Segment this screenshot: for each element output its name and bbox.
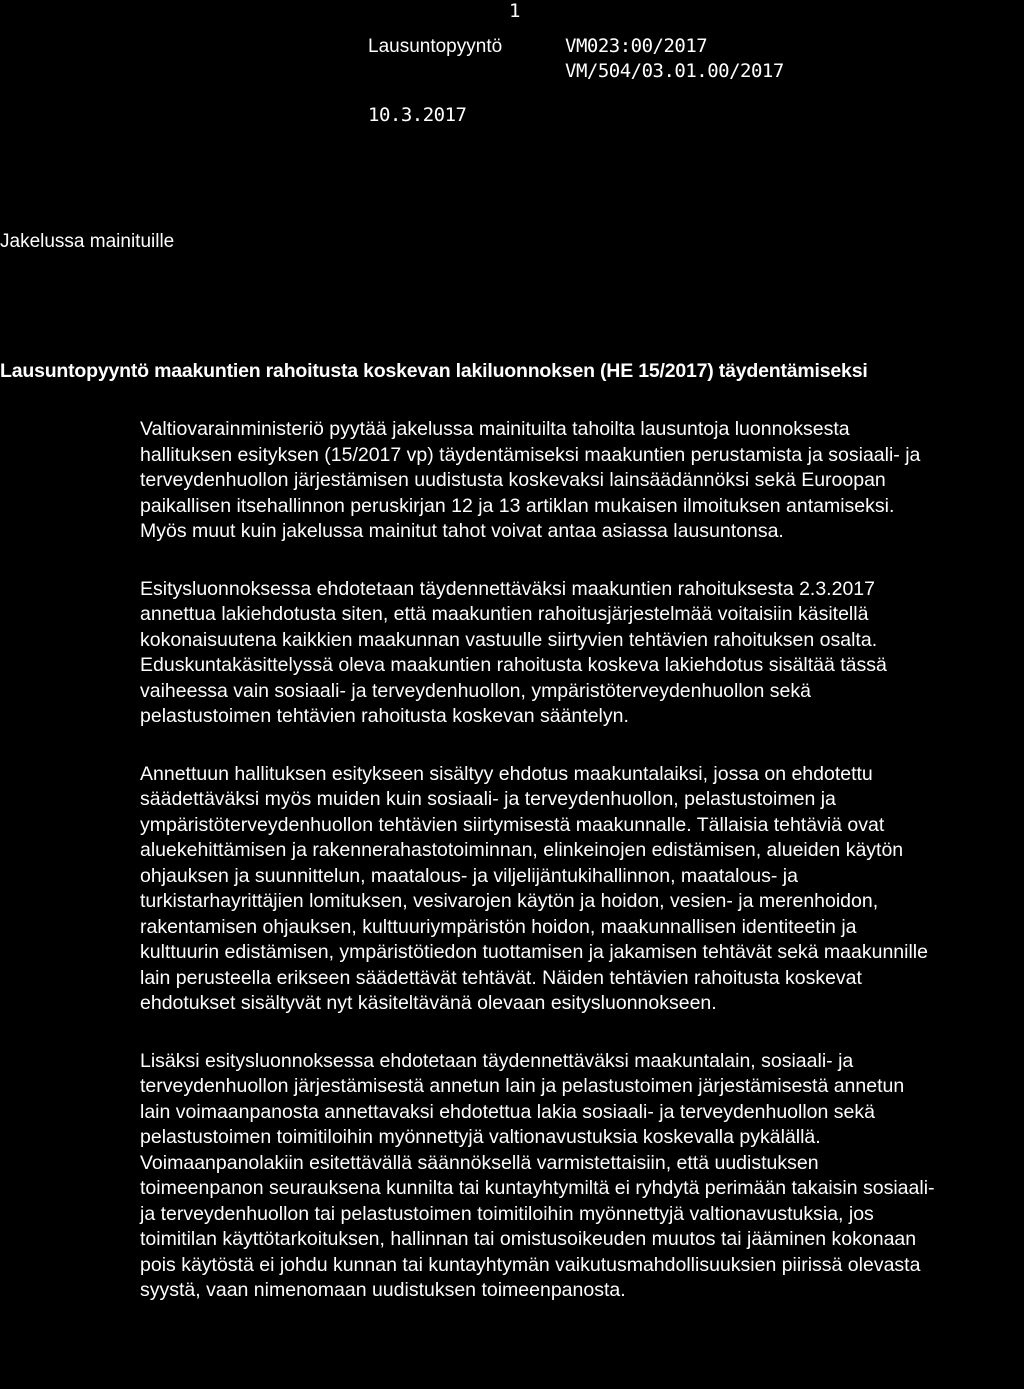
reference-numbers xyxy=(565,34,784,84)
paragraph-line: annettua lakiehdotusta siten, että maakuntien rahoitusjärjestelmää voitaisiin käsitellä xyxy=(140,603,869,625)
paragraph-line: hallituksen esityksen (15/2017 vp) täydentämiseksi maakuntien perustamista ja sosiaali- ja xyxy=(140,443,921,466)
paragraph-line: paikallisen itsehallinnon peruskirjan 12 ja 13 artiklan mukaisen ilmoituksen antamiseksi. xyxy=(140,494,895,517)
paragraph-line: ja terveydenhuollon tai pelastustoimen toimitiloihin myönnettyjä valtionavustuksia, jos xyxy=(140,1202,874,1225)
paragraph-line: kokonaisuutena kaikkien maakunnan vastuulle siirtyvien tehtävien rahoituksen osalta. xyxy=(140,628,878,651)
paragraph-line: toimeenpanon seurauksena kunnilta tai kuntayhtymiltä ei ryhdytä perimään takaisin sosiaali- xyxy=(140,1177,935,1199)
paragraph-line: ohjauksen ja suunnittelun, maatalous- ja viljelijäntukihallinnon, maatalous- ja xyxy=(140,864,798,887)
paragraph-line: lain voimaanpanosta annettavaksi ehdotettua lakia sosiaali- ja terveydenhuollon sekä xyxy=(140,1100,875,1123)
paragraph-4 xyxy=(140,1049,1024,1304)
paragraph-line: vaiheessa vain sosiaali- ja terveydenhuollon, ympäristöterveydenhuollon sekä xyxy=(140,679,811,702)
document-body xyxy=(140,417,1024,1336)
document-date: 10.3.2017 xyxy=(368,104,467,126)
paragraph-line: Myös muut kuin jakelussa mainitut tahot voivat antaa asiassa lausuntonsa. xyxy=(140,520,784,542)
paragraph-line: Valtiovarainministeriö pyytää jakelussa mainituilta tahoilta lausuntoja luonnoksesta xyxy=(140,418,850,440)
paragraph-line: ehdotukset sisältyvät nyt käsiteltävänä olevaan esitysluonnokseen. xyxy=(140,992,717,1014)
paragraph-line: syystä, vaan nimenomaan uudistuksen toimeenpanosta. xyxy=(140,1279,626,1301)
paragraph-line: pelastustoimen tehtävien rahoitusta koskevan sääntelyn. xyxy=(140,705,629,727)
paragraph-line: aluekehittämisen ja rakennerahastotoiminnan, elinkeinojen edistämisen, alueiden käytön xyxy=(140,839,904,861)
subject-heading: Lausuntopyyntö maakuntien rahoitusta koskevan lakiluonnoksen (HE 15/2017) täydentämiseksi xyxy=(0,360,868,382)
paragraph-line: pelastustoimen toimitiloihin myönnettyjä valtionavustuksia koskevalla pykälällä. xyxy=(140,1126,821,1148)
paragraph-1 xyxy=(140,417,1024,545)
paragraph-line: rakentamisen ohjauksen, kulttuuriympäristön hoidon, maakunnallisen identiteetin ja xyxy=(140,915,857,938)
paragraph-line: Annettuun hallituksen esitykseen sisältyy ehdotus maakuntalaiksi, jossa on ehdotettu xyxy=(140,762,873,785)
paragraph-line: toimitilan käyttötarkoituksen, hallinnan tai omistusoikeuden muutos tai jääminen kokonaan xyxy=(140,1228,917,1250)
page-number: 1 xyxy=(509,0,521,22)
paragraph-line: ympäristöterveydenhuollon tehtävien siirtymisestä maakunnalle. Tällaisia tehtäviä ovat xyxy=(140,813,885,836)
paragraph-line: Eduskuntakäsittelyssä oleva maakuntien rahoitusta koskeva lakiehdotus sisältää tässä xyxy=(140,654,887,676)
reference-number-2: VM/504/03.01.00/2017 xyxy=(565,60,784,82)
paragraph-2 xyxy=(140,577,1024,730)
paragraph-line: säädettäväksi myös muiden kuin sosiaali- ja terveydenhuollon, pelastustoimen ja xyxy=(140,788,836,810)
paragraph-line: Voimaanpanolakiin esitettävällä säännöksellä varmistettaisiin, että uudistuksen xyxy=(140,1151,819,1174)
paragraph-3 xyxy=(140,762,1024,1017)
paragraph-line: lain perusteella erikseen säädettävät tehtävät. Näiden tehtävien rahoitusta koskevat xyxy=(140,966,862,989)
paragraph-line: kulttuurin edistämisen, ympäristötiedon tuottamisen ja jakamisen tehtävät sekä maakunnille xyxy=(140,941,928,963)
paragraph-line: terveydenhuollon järjestämisen uudistusta koskevaksi lainsäädännöksi sekä Euroopan xyxy=(140,469,886,491)
paragraph-line: Esitysluonnoksessa ehdotetaan täydennettäväksi maakuntien rahoituksesta 2.3.2017 xyxy=(140,577,875,600)
paragraph-line: pois käytöstä ei johdu kunnan tai kuntayhtymän vaikutusmahdollisuuksien piirissä olevasta xyxy=(140,1253,921,1276)
paragraph-line: turkistarhayrittäjien lomituksen, vesivarojen käytön ja hoidon, vesien- ja merenhoidon, xyxy=(140,890,879,912)
paragraph-line: terveydenhuollon järjestämisestä annetun lain ja pelastustoimen järjestämisestä annetun xyxy=(140,1075,905,1097)
paragraph-line: Lisäksi esitysluonnoksessa ehdotetaan täydennettäväksi maakuntalain, sosiaali- ja xyxy=(140,1049,854,1072)
recipient: Jakelussa mainituille xyxy=(0,231,175,252)
reference-number-1: VM023:00/2017 xyxy=(565,35,708,57)
document-type: Lausuntopyyntö xyxy=(368,36,503,57)
